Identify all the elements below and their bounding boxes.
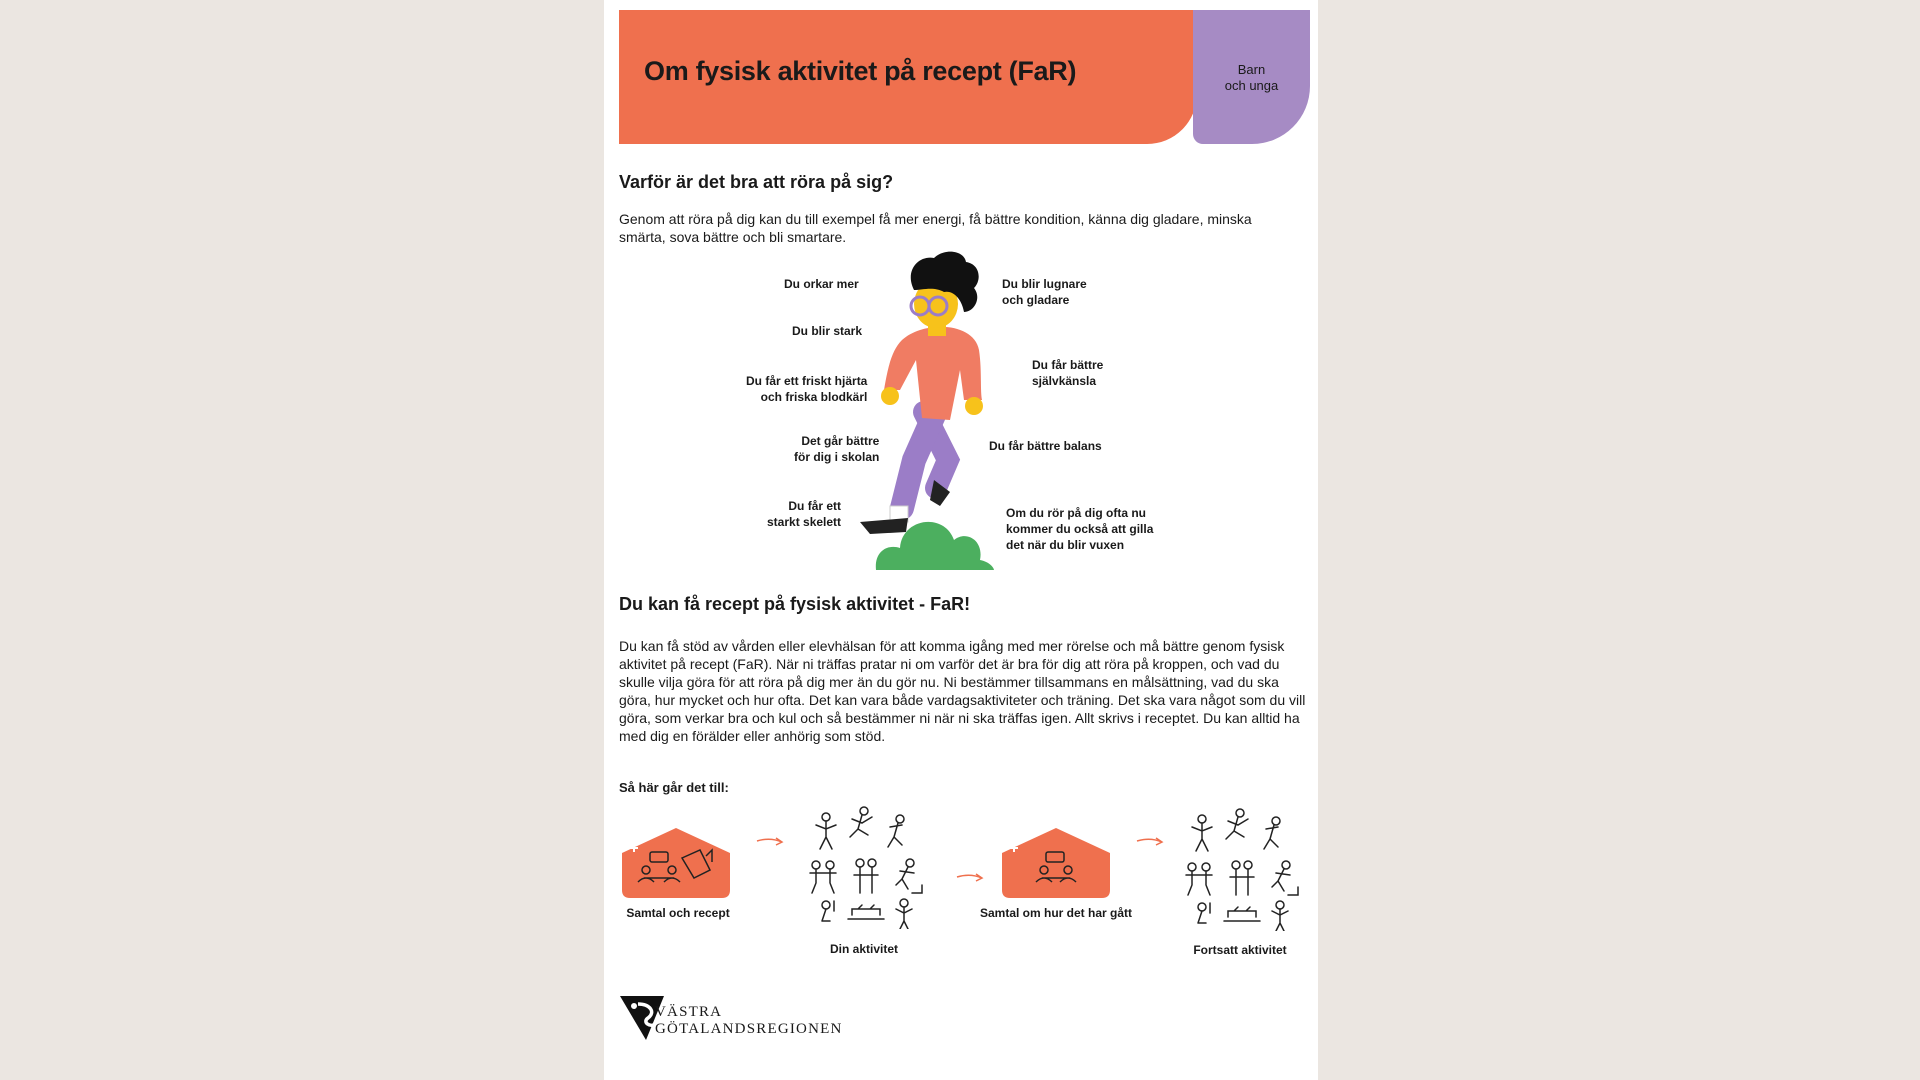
step-label-4: Fortsatt aktivitet	[1193, 943, 1287, 957]
section-body-why: Genom att röra på dig kan du till exempel få mer energi, få bättre kondition, känna dig gladare, minska smärta, sova bättre och bli smartare.	[619, 211, 1252, 245]
continued-activity-people-icon	[1180, 807, 1300, 931]
benefit-vuxen: Om du rör på dig ofta nu kommer du också att gilla det när du blir vuxen	[1006, 506, 1154, 552]
section-heading-why: Varför är det bra att röra på sig?	[619, 172, 894, 192]
document-page	[604, 0, 1318, 1080]
arrow-right-icon	[756, 836, 784, 846]
page-title: Om fysisk aktivitet på recept (FaR)	[644, 56, 1077, 86]
activity-people-icon	[804, 805, 924, 929]
front-shoe	[860, 518, 908, 534]
step-label-1: Samtal och recept	[626, 906, 730, 920]
benefit-lugnare: Du blir lugnare och gladare	[1002, 277, 1087, 307]
arrow-right-icon	[1136, 836, 1164, 846]
right-hand	[965, 397, 983, 415]
audience-tag	[1193, 10, 1310, 144]
audience-tag-line: Barn	[1237, 62, 1266, 77]
process-heading: Så här går det till:	[619, 780, 729, 795]
benefit-stark: Du blir stark	[792, 324, 863, 338]
audience-tag-line: och unga	[1224, 78, 1279, 93]
left-hand	[881, 387, 899, 405]
section-heading-far: Du kan få recept på fysisk aktivitet - FaR!	[619, 594, 971, 614]
section-body-far: Du kan få stöd av vården eller elevhälsan för att komma igång med mer rörelse och må bättre genom fysisk aktivitet på recept (FaR). När ni träffas pratar ni om varför det är bra för dig att röra på kroppen, och vad du skulle vilja göra för att röra på dig mer än du gör nu. Ni bestämmer tillsammans en målsättning, vad du ska göra, hur mycket och hur ofta. Det kan vara både vardagsaktiviteter och träning. Det ska vara något som du vill göra, som verkar bra och kul och så bestämmer ni när ni ska träffas igen. Allt skrivs i receptet. Du kan alltid ha med dig en förälder eller anhörig som stöd.	[619, 638, 1306, 744]
benefit-skolan: Det går bättre för dig i skolan	[794, 434, 880, 464]
vgr-logo-text: VÄSTRA GÖTALANDSREGIONEN	[655, 1004, 843, 1037]
title-banner	[619, 10, 1197, 144]
clinic-house-icon	[622, 828, 730, 898]
benefit-orkar: Du orkar mer	[784, 277, 859, 291]
benefit-balans: Du får bättre balans	[989, 439, 1102, 453]
clinic-followup-house-icon	[1002, 828, 1110, 898]
step-label-3: Samtal om hur det har gått	[979, 906, 1133, 920]
benefit-skelett: Du får ett starkt skelett	[767, 499, 842, 529]
benefit-sjalvkansla: Du får bättre självkänsla	[1032, 358, 1104, 388]
arrow-right-icon	[956, 872, 984, 882]
step-label-2: Din aktivitet	[829, 942, 898, 956]
benefit-hjarta: Du får ett friskt hjärta och friska blodkärl	[746, 374, 868, 404]
